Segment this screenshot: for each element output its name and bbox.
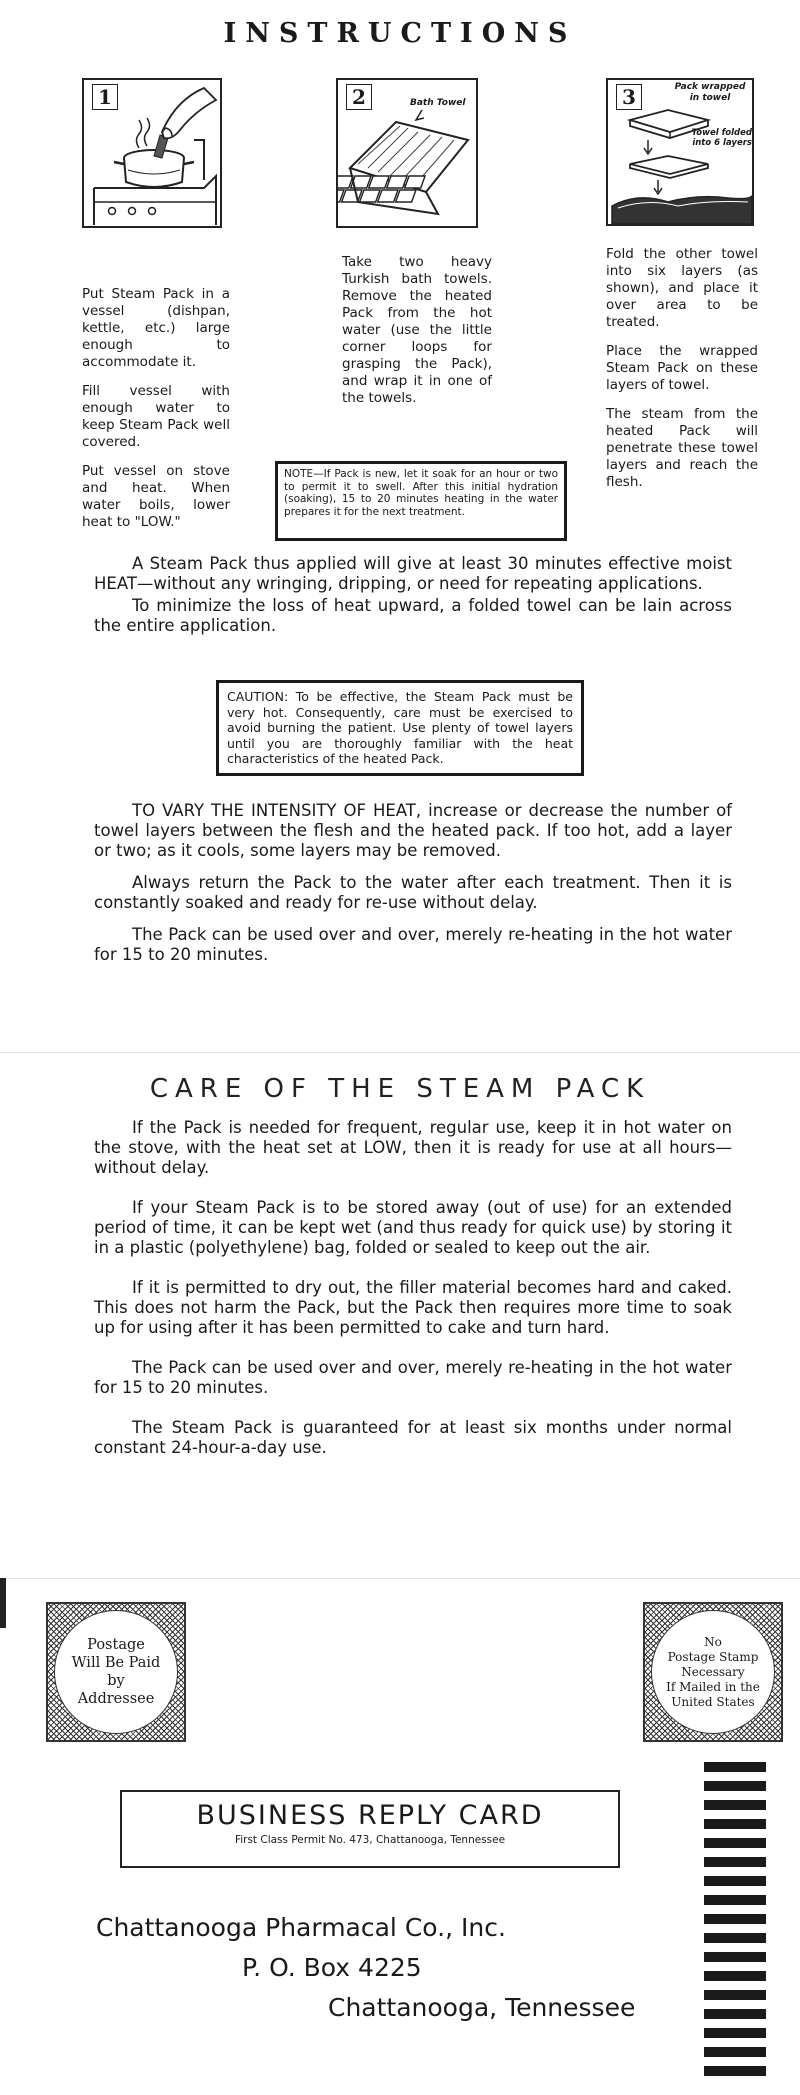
address-line-company: Chattanooga Pharmacal Co., Inc. (96, 1913, 506, 1942)
step2-illustration (336, 78, 478, 228)
no-postage-circle (651, 1610, 775, 1734)
barcode-bar (704, 1990, 766, 2000)
postage-paid-circle (54, 1610, 178, 1734)
barcode-bar (704, 1971, 766, 1981)
step2-label: Bath Towel (410, 98, 466, 108)
step3-paragraph: The steam from the heated Pack will penetrate these towel layers and reach the flesh. (606, 406, 758, 490)
step3-label-bottom: Towel folded into 6 layers (691, 128, 752, 148)
postage-right-line: No (704, 1634, 722, 1649)
barcode-bar (704, 1857, 766, 1867)
step3-paragraph: Place the wrapped Steam Pack on these layers of towel. (606, 343, 758, 393)
barcode-bar (704, 1838, 766, 1848)
postage-left-line: Postage (87, 1637, 145, 1653)
step2-paragraph: Take two heavy Turkish bath towels. Remove the heated Pack from the hot water (use the little corner loops for grasping the Pack), and wrap it in one of the towels. (342, 254, 492, 406)
step1-paragraph: Fill vessel with enough water to keep Steam Pack well covered. (82, 383, 230, 450)
barcode-bar (704, 2009, 766, 2019)
step1-paragraph: Put Steam Pack in a vessel (dishpan, kettle, etc.) large enough to accommodate it. (82, 286, 230, 370)
fold-line (0, 1578, 800, 1579)
postage-right-line: United States (671, 1694, 755, 1709)
barcode-bar (704, 1762, 766, 1772)
care-paragraph: If the Pack is needed for frequent, regular use, keep it in hot water on the stove, with the heat set at LOW, then it is ready for use at all hours—without delay. (94, 1118, 732, 1177)
postage-left-line: Will Be Paid (71, 1655, 161, 1671)
instructions-title: INSTRUCTIONS (223, 18, 577, 49)
step3-label-top: Pack wrapped in towel (674, 82, 746, 103)
towel-paragraph: To minimize the loss of heat upward, a folded towel can be lain across the entire application. (94, 596, 732, 635)
step3-number: 3 (616, 84, 642, 110)
postage-right-line: Necessary (681, 1664, 745, 1679)
care-paragraph: If your Steam Pack is to be stored away (out of use) for an extended period of time, it can be kept wet (and thus ready for quick use) by storing it in a plastic (polyethylene) bag, folded or sealed to keep out the air. (94, 1198, 732, 1257)
care-body (94, 1118, 732, 1458)
barcode-bar (704, 2028, 766, 2038)
step2-text (342, 254, 492, 419)
care-paragraph: The Steam Pack is guaranteed for at least six months under normal constant 24-hour-a-day use. (94, 1418, 732, 1457)
no-postage-stamp (643, 1602, 783, 1742)
return-paragraph: Always return the Pack to the water after each treatment. Then it is constantly soaked and ready for re-use without delay. (94, 873, 732, 912)
instructions-body-top (94, 554, 732, 636)
address-line-pobox: P. O. Box 4225 (242, 1953, 422, 1982)
step1-illustration (82, 78, 222, 228)
pot-on-stove-icon (84, 80, 219, 225)
barcode-bar (704, 2066, 766, 2076)
step3-paragraph: Fold the other towel into six layers (as shown), and place it over area to be treated. (606, 246, 758, 330)
step1-text (82, 286, 230, 543)
step3-text (606, 246, 758, 503)
barcode-bar (704, 1895, 766, 1905)
postage-right-line: If Mailed in the (666, 1679, 760, 1694)
caution-box: CAUTION: To be effective, the Steam Pack must be very hot. Consequently, care must be exercised to avoid burning the patient. Use plenty of towel layers until you are thoroughly familiar with the heat characteristics of the heated Pack. (216, 680, 584, 776)
towel-layers-icon (608, 80, 752, 224)
towel-wrapping-icon (338, 80, 476, 225)
postage-right-line: Postage Stamp (667, 1649, 759, 1664)
barcode-bar (704, 2047, 766, 2057)
address-line-city: Chattanooga, Tennessee (328, 1993, 636, 2022)
barcode-bar (704, 1952, 766, 1962)
barcode-bar (704, 1800, 766, 1810)
vary-heat-paragraph: TO VARY THE INTENSITY OF HEAT, increase or decrease the number of towel layers between the flesh and the heated pack. If too hot, add a layer or two; as it cools, some layers may be removed. (94, 801, 732, 860)
care-paragraph: If it is permitted to dry out, the filler material becomes hard and caked. This does not harm the Pack, but the Pack then requires more time to soak up for using after it has been permitted to cake and turn hard. (94, 1278, 732, 1337)
postage-paid-stamp (46, 1602, 186, 1742)
care-paragraph: The Pack can be used over and over, merely re-heating in the hot water for 15 to 20 minutes. (94, 1358, 732, 1397)
reuse-paragraph: The Pack can be used over and over, merely re-heating in the hot water for 15 to 20 minutes. (94, 925, 732, 964)
barcode-bar (704, 1819, 766, 1829)
barcode-bar (704, 1933, 766, 1943)
barcode-bar (704, 1876, 766, 1886)
barcode-bar (704, 1914, 766, 1924)
instructions-body-bottom (94, 801, 732, 965)
business-reply-box (120, 1790, 620, 1868)
edge-mark (0, 1578, 6, 1628)
step2-number: 2 (346, 84, 372, 110)
permit-line: First Class Permit No. 473, Chattanooga, Tennessee (234, 1834, 506, 1846)
note-box: NOTE—If Pack is new, let it soak for an hour or two to permit it to swell. After this initial hydration (soaking), 15 to 20 minutes heating in the water prepares it for the next treatment. (275, 461, 567, 541)
postage-left-line: Addressee (77, 1691, 155, 1707)
step1-paragraph: Put vessel on stove and heat. When water boils, lower heat to "LOW." (82, 463, 230, 530)
fold-line (0, 1052, 800, 1053)
step1-number: 1 (92, 84, 118, 110)
heat-paragraph: A Steam Pack thus applied will give at least 30 minutes effective moist HEAT—without any wringing, dripping, or need for repeating applications. (94, 554, 732, 593)
step3-illustration (606, 78, 754, 226)
care-title: CARE OF THE STEAM PACK (149, 1074, 651, 1104)
business-reply-title: BUSINESS REPLY CARD (196, 1800, 544, 1831)
barcode-bar (704, 1781, 766, 1791)
postage-left-line: by (107, 1673, 125, 1689)
